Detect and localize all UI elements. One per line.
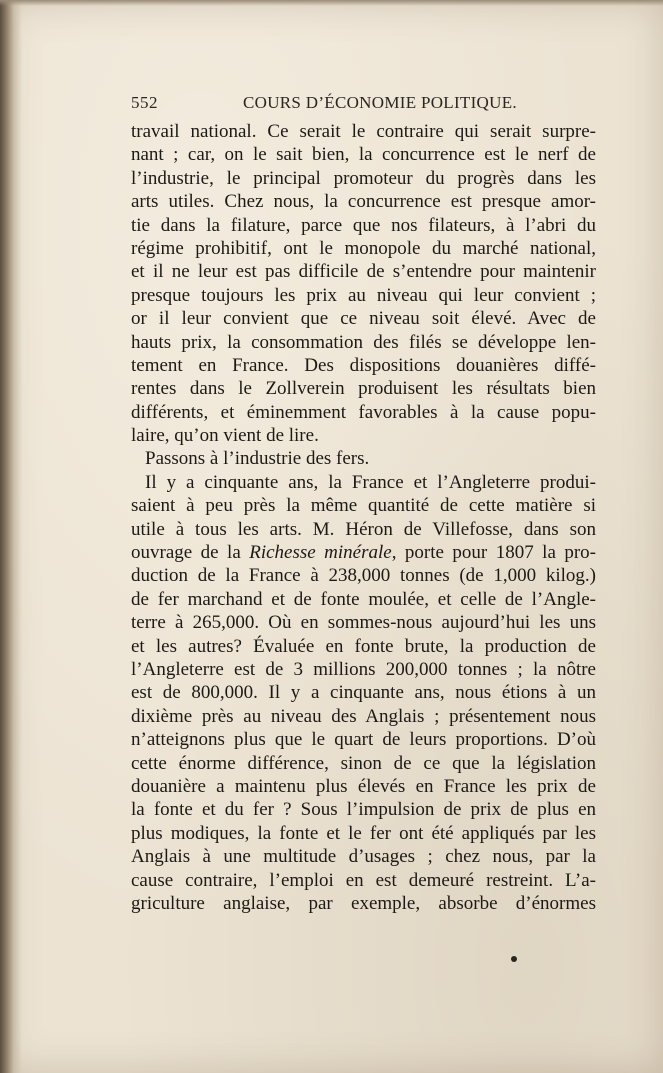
body-text [131,120,596,915]
text-line: tement en France. Des dispositions douanières diffé- [131,354,596,376]
text-line: or il leur convient que ce niveau soit élevé. Avec de [131,308,596,330]
text-line: n’atteignons plus que le quart de leurs proportions. D’où [131,729,596,751]
text-line: cause contraire, l’emploi en est demeuré restreint. L’a- [131,869,596,891]
text-line: l’industrie, le principal promoteur du progrès dans les [131,167,596,189]
text-line: et il ne leur est pas difficile de s’entendre pour maintenir [131,261,596,283]
book-title: Richesse minérale [249,542,392,564]
text-line-with-book-title [131,541,596,564]
ink-spot [511,956,517,962]
book-line-pre: ouvrage de la [131,542,250,564]
text-line: plus modiques, la fonte et le fer ont été appliqués par les [131,822,596,844]
text-line: différents, et éminemment favorables à la cause popu- [131,401,596,423]
text-line: l’Angleterre est de 3 millions 200,000 tonnes ; la nôtre [131,658,596,680]
text-line: cette énorme différence, sinon de ce que la législation [131,752,596,774]
text-line: régime prohibitif, ont le monopole du marché national, [131,237,596,259]
page-binding-edge [0,0,22,1073]
text-line: Anglais à une multitude d’usages ; chez nous, par la [131,846,596,868]
text-line: rentes dans le Zollverein produisent les résultats bien [131,378,596,400]
text-line: hauts prix, la consommation des filés se développe len- [131,331,596,353]
text-line: duction de la France à 238,000 tonnes (de 1,000 kilog.) [131,565,596,587]
text-line: dixième près au niveau des Anglais ; présentement nous [131,705,596,727]
text-line: est de 800,000. Il y a cinquante ans, nous étions à un [131,682,596,704]
text-line: douanière a maintenu plus élevés en France les prix de [131,775,596,797]
text-line-paragraph-end: laire, qu’on vient de lire. [131,425,319,447]
text-line: griculture anglaise, par exemple, absorbe d’énormes [131,892,596,914]
text-line: et les autres? Évaluée en fonte brute, la production de [131,635,596,657]
page-number: 552 [131,93,158,112]
text-line: utile à tous les arts. M. Héron de Villefosse, dans son [131,518,596,540]
running-title: COURS D’ÉCONOMIE POLITIQUE. [243,93,517,112]
text-line: tie dans la filature, parce que nos filateurs, à l’abri du [131,214,596,236]
text-line: arts utiles. Chez nous, la concurrence est presque amor- [131,191,596,213]
text-line: nant ; car, on le sait bien, la concurrence est le nerf de [131,144,596,166]
text-line-paragraph: Passons à l’industrie des fers. [145,448,370,470]
text-line-paragraph-start: Il y a cinquante ans, la France et l’Angleterre produi- [145,471,596,493]
text-line: terre à 265,000. Où en sommes-nous aujourd’hui les uns [131,612,596,634]
text-line: travail national. Ce serait le contraire qui serait surpre- [131,121,596,142]
running-head [131,93,601,117]
book-line-post: , porte pour 1807 la pro- [391,542,597,564]
text-line: presque toujours les prix au niveau qui leur convient ; [131,284,596,306]
text-line: saient à peu près la même quantité de cette matière si [131,495,596,517]
text-line: la fonte et du fer ? Sous l’impulsion de prix de plus en [131,799,596,821]
page-top-edge [0,0,663,6]
text-line: de fer marchand et de fonte moulée, et celle de l’Angle- [131,588,596,610]
